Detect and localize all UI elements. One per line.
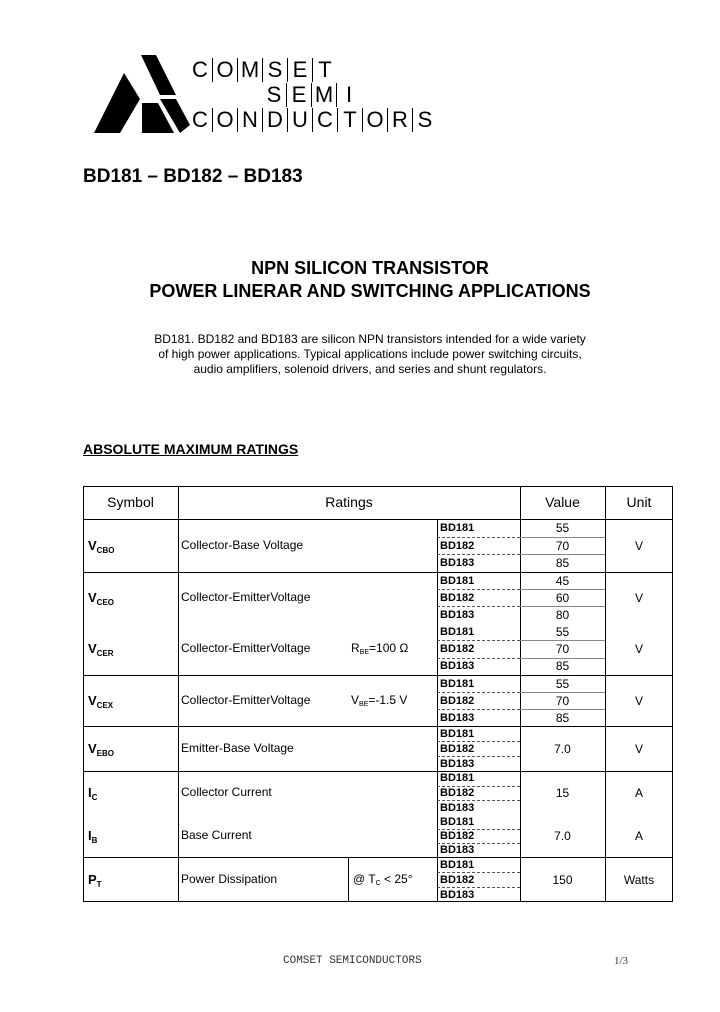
row-value: 45 xyxy=(555,573,570,588)
device-separator xyxy=(437,756,520,757)
header-value: Value xyxy=(545,494,580,510)
row-symbol xyxy=(88,785,97,802)
row-symbol-letter: V xyxy=(88,740,97,756)
device-separator xyxy=(437,786,520,787)
value-separator xyxy=(520,692,605,693)
document-title: BD181 – BD182 – BD183 xyxy=(83,166,303,187)
row-value: 70 xyxy=(555,693,570,708)
row-device-bd183: BD183 xyxy=(440,844,475,856)
condition-symbol: V xyxy=(351,692,360,707)
row-value: 55 xyxy=(555,676,570,691)
row-symbol xyxy=(88,693,113,710)
row-device-bd182: BD182 xyxy=(440,539,475,552)
row-device-bd182: BD182 xyxy=(440,830,475,842)
row-value: 60 xyxy=(555,590,570,605)
logo-word-comset xyxy=(188,58,337,82)
table-group-divider xyxy=(83,857,673,858)
row-description: Collector-EmitterVoltage xyxy=(181,692,311,707)
row-condition xyxy=(351,693,407,712)
row-device-bd183: BD183 xyxy=(440,888,475,901)
row-description: Collector-EmitterVoltage xyxy=(181,589,311,604)
logo-letter: D xyxy=(262,108,287,132)
device-separator xyxy=(437,829,520,830)
condition-subscript: BE xyxy=(359,700,369,708)
row-symbol-subscript: C xyxy=(91,793,98,802)
row-device-bd181: BD181 xyxy=(440,727,475,740)
row-symbol-letter: I xyxy=(88,785,92,800)
header-symbol: Symbol xyxy=(107,494,154,510)
device-separator xyxy=(437,887,520,888)
row-symbol xyxy=(88,641,114,658)
row-symbol-subscript: CEX xyxy=(96,700,114,710)
logo-letter: N xyxy=(237,108,262,132)
row-condition xyxy=(351,641,408,660)
condition-value: < 25° xyxy=(380,871,413,886)
row-value: 70 xyxy=(555,642,570,656)
section-heading: ABSOLUTE MAXIMUM RATINGS xyxy=(83,441,299,457)
row-symbol xyxy=(88,741,114,758)
row-description: Emitter-Base Voltage xyxy=(181,740,294,755)
logo-letter: O xyxy=(212,108,237,132)
row-unit: V xyxy=(634,741,643,756)
row-symbol-subscript: CBO xyxy=(96,545,115,555)
value-separator xyxy=(520,537,605,538)
device-separator xyxy=(437,800,520,801)
row-value: 7.0 xyxy=(554,741,571,756)
device-separator xyxy=(437,692,520,693)
logo-letter: U xyxy=(287,108,312,132)
row-device-bd182: BD182 xyxy=(440,787,475,799)
device-separator xyxy=(437,537,520,538)
row-device-bd181: BD181 xyxy=(440,858,475,871)
row-value: 150 xyxy=(552,872,573,887)
logo-word-semi xyxy=(262,83,361,107)
logo-letter: S xyxy=(412,108,437,132)
logo-letter: O xyxy=(212,58,237,82)
row-device-bd182: BD182 xyxy=(440,742,475,755)
row-value: 80 xyxy=(555,607,570,622)
row-symbol xyxy=(88,590,114,607)
row-value: 70 xyxy=(555,538,570,553)
row-symbol-subscript: T xyxy=(96,879,102,889)
row-symbol-letter: V xyxy=(88,692,97,708)
row-device-bd183: BD183 xyxy=(440,608,475,621)
footer-page-number: 1/3 xyxy=(614,955,629,967)
row-device-bd181: BD181 xyxy=(440,677,475,690)
row-unit: V xyxy=(634,590,643,605)
logo-word-conductors xyxy=(188,108,437,132)
device-separator xyxy=(437,872,520,873)
row-device-bd181: BD181 xyxy=(440,574,475,587)
logo-letter: T xyxy=(337,108,362,132)
row-device-bd183: BD183 xyxy=(440,660,475,673)
row-device-bd181: BD181 xyxy=(440,521,475,534)
logo-letter: O xyxy=(362,108,387,132)
row-unit: A xyxy=(634,829,643,843)
row-symbol-subscript: CEO xyxy=(96,597,115,607)
row-value: 85 xyxy=(555,556,570,571)
table-col-divider xyxy=(178,486,179,902)
value-separator xyxy=(520,658,605,659)
logo-letter: C xyxy=(192,107,208,132)
condition-subscript: C xyxy=(375,879,381,887)
condition-value: =100 Ω xyxy=(369,641,409,655)
row-value: 7.0 xyxy=(554,829,571,843)
row-description: Collector-Base Voltage xyxy=(181,537,304,552)
row-unit: A xyxy=(634,786,643,800)
value-separator xyxy=(520,606,605,607)
absolute-maximum-ratings-table xyxy=(83,486,673,902)
header-unit: Unit xyxy=(626,494,652,510)
row-value: 15 xyxy=(555,786,570,800)
row-symbol-letter: P xyxy=(88,871,97,887)
device-separator xyxy=(437,606,520,607)
condition-subscript: BE xyxy=(359,649,370,656)
row-device-bd182: BD182 xyxy=(440,694,475,707)
row-description: Collector Current xyxy=(181,785,272,799)
table-device-col-divider xyxy=(437,519,438,902)
row-condition xyxy=(353,872,413,891)
row-symbol-subscript: CER xyxy=(96,649,114,658)
row-value: 85 xyxy=(555,710,570,725)
row-symbol xyxy=(88,538,114,555)
device-separator xyxy=(437,554,520,555)
row-description: Collector-EmitterVoltage xyxy=(181,641,311,655)
row-value: 55 xyxy=(555,624,570,639)
logo-letter: E xyxy=(286,83,311,107)
logo-letter: M xyxy=(237,58,262,82)
row-value: 85 xyxy=(555,659,570,674)
device-separator xyxy=(437,741,520,742)
row-device-bd181: BD181 xyxy=(440,816,475,828)
row-device-bd181: BD181 xyxy=(440,625,475,638)
row-unit: V xyxy=(634,642,643,656)
value-separator xyxy=(520,640,605,641)
row-device-bd183: BD183 xyxy=(440,801,475,814)
footer-company-name: COMSET SEMICONDUCTORS xyxy=(283,955,422,967)
condition-value: =-1.5 V xyxy=(368,692,408,707)
row-device-bd182: BD182 xyxy=(440,591,475,604)
table-border-bottom xyxy=(83,901,673,902)
row-description: Power Dissipation xyxy=(181,871,278,886)
value-separator xyxy=(520,709,605,710)
row-device-bd183: BD183 xyxy=(440,711,475,724)
intro-paragraph: BD181. BD182 and BD183 are silicon NPN transistors intended for a wide variety of high power applications. Typical applications include power switching circuits, audio amplifiers, solenoid drivers, and series and shunt regulators. xyxy=(154,332,586,376)
row-unit: V xyxy=(634,538,643,553)
header-ratings: Ratings xyxy=(325,494,373,510)
row-device-bd182: BD182 xyxy=(440,873,475,886)
logo-letter: E xyxy=(287,58,312,82)
row-device-bd183: BD183 xyxy=(440,757,475,770)
row-symbol-letter: I xyxy=(88,828,92,843)
value-separator xyxy=(520,589,605,590)
row-symbol xyxy=(88,872,102,889)
table-border-left xyxy=(83,486,84,902)
logo-letter: R xyxy=(387,108,412,132)
row-symbol xyxy=(88,828,97,845)
subtitle-transistor-type: NPN SILICON TRANSISTOR xyxy=(251,258,489,278)
logo-letter: I xyxy=(336,83,361,107)
value-separator xyxy=(520,554,605,555)
row-device-bd183: BD183 xyxy=(440,557,475,570)
logo-letter: S xyxy=(266,82,282,107)
logo-letter: S xyxy=(262,58,287,82)
table-group-divider xyxy=(83,726,673,727)
logo-letter: C xyxy=(312,108,337,132)
row-unit: V xyxy=(634,693,643,708)
logo-letter: M xyxy=(311,83,336,107)
logo-letter: C xyxy=(192,57,208,82)
condition-col-divider xyxy=(348,857,349,902)
device-separator xyxy=(437,709,520,710)
row-symbol-subscript: EBO xyxy=(96,748,115,758)
table-group-divider xyxy=(83,771,673,772)
row-device-bd181: BD181 xyxy=(440,772,475,785)
row-description: Base Current xyxy=(181,828,252,842)
row-value: 55 xyxy=(555,520,570,535)
device-separator xyxy=(437,658,520,659)
row-device-bd182: BD182 xyxy=(440,643,475,655)
row-symbol-subscript: B xyxy=(91,836,98,845)
row-symbol-letter: V xyxy=(88,641,97,656)
device-separator xyxy=(437,843,520,844)
device-separator xyxy=(437,640,520,641)
condition-symbol: @ T xyxy=(353,871,376,886)
row-symbol-letter: V xyxy=(88,589,97,605)
device-separator xyxy=(437,589,520,590)
logo-letter: T xyxy=(312,58,337,82)
subtitle-applications: POWER LINERAR AND SWITCHING APPLICATIONS xyxy=(149,281,591,301)
condition-symbol: R xyxy=(351,641,360,655)
table-border-top xyxy=(83,486,673,487)
row-unit: Watts xyxy=(623,872,655,887)
company-logo-triangle-icon xyxy=(94,55,190,135)
row-symbol-letter: V xyxy=(88,537,97,553)
